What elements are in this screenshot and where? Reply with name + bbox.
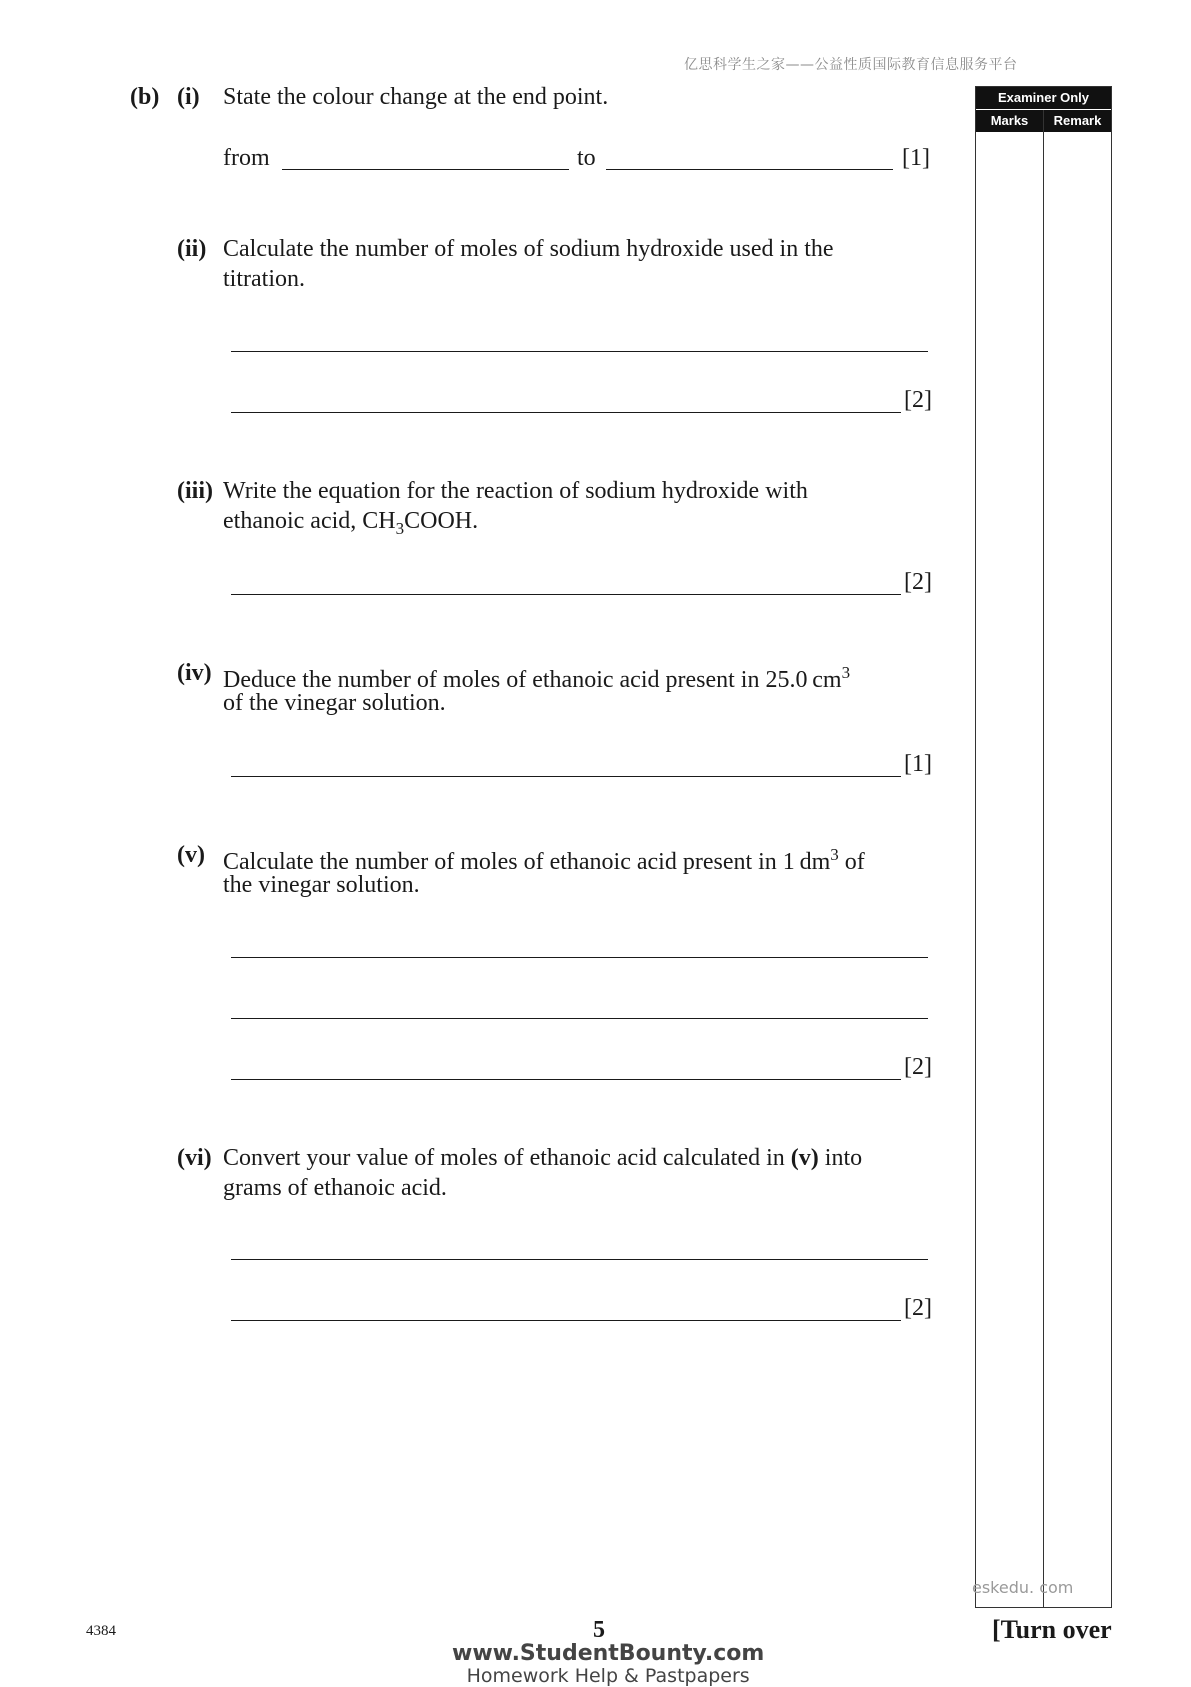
part-vi-label: (vi) bbox=[177, 1145, 212, 1171]
column-divider bbox=[1043, 110, 1044, 1607]
marks-ii: [2] bbox=[904, 387, 932, 413]
page-number: 5 bbox=[593, 1617, 605, 1643]
answer-line[interactable] bbox=[231, 1320, 901, 1321]
examiner-only-column bbox=[975, 86, 1112, 1608]
answer-line[interactable] bbox=[231, 1259, 928, 1260]
text-pre: Convert your value of moles of ethanoic acid calculated in bbox=[223, 1145, 791, 1171]
part-ii-label: (ii) bbox=[177, 236, 207, 262]
text-pre: Calculate the number of moles of ethanoic acid present in 1 dm bbox=[223, 849, 831, 875]
answer-line[interactable] bbox=[231, 412, 901, 413]
header-watermark: 亿思科学生之家——公益性质国际教育信息服务平台 bbox=[684, 57, 1018, 73]
text-pre: ethanoic acid, CH bbox=[223, 508, 396, 534]
text-post: of bbox=[838, 849, 865, 875]
examiner-only-title: Examiner Only bbox=[976, 87, 1111, 109]
part-b-label: (b) bbox=[130, 84, 160, 110]
part-iii-label: (iii) bbox=[177, 478, 213, 504]
marks-iv: [1] bbox=[904, 751, 932, 777]
to-label: to bbox=[577, 145, 596, 171]
marks-vi: [2] bbox=[904, 1295, 932, 1321]
marks-i: [1] bbox=[902, 145, 930, 171]
part-vi-question-line2: grams of ethanoic acid. bbox=[223, 1175, 447, 1201]
part-i-question: State the colour change at the end point. bbox=[223, 84, 609, 110]
superscript: 3 bbox=[830, 845, 839, 864]
text-post: COOH. bbox=[404, 508, 479, 534]
text-post: into bbox=[818, 1145, 863, 1171]
answer-line[interactable] bbox=[231, 594, 901, 595]
marks-header: Marks bbox=[976, 110, 1043, 132]
from-label: from bbox=[223, 145, 270, 171]
answer-line[interactable] bbox=[231, 776, 901, 777]
studentbounty-logo bbox=[452, 1642, 764, 1686]
studentbounty-site: www.StudentBounty.com bbox=[452, 1641, 765, 1666]
marks-iii: [2] bbox=[904, 569, 932, 595]
answer-line[interactable] bbox=[231, 1018, 928, 1019]
superscript: 3 bbox=[841, 663, 851, 682]
text-pre: Deduce the number of moles of ethanoic acid present in 25.0 cm bbox=[223, 667, 842, 693]
reference-bold: (v) bbox=[790, 1145, 819, 1171]
answer-line[interactable] bbox=[231, 1079, 901, 1080]
remark-header: Remark bbox=[1044, 110, 1111, 132]
part-iv-label: (iv) bbox=[177, 660, 212, 686]
subscript: 3 bbox=[395, 518, 405, 538]
part-i-label: (i) bbox=[177, 84, 200, 110]
answer-line[interactable] bbox=[231, 957, 928, 958]
from-answer-line[interactable] bbox=[282, 169, 569, 170]
paper-code: 4384 bbox=[86, 1623, 116, 1639]
studentbounty-tagline: Homework Help & Pastpapers bbox=[466, 1665, 750, 1687]
part-iii-question-line2 bbox=[223, 506, 478, 544]
part-ii-question-line1: Calculate the number of moles of sodium hydroxide used in the bbox=[223, 236, 834, 262]
footer-watermark: eskedu. com bbox=[972, 1578, 1074, 1597]
part-v-question-line2: the vinegar solution. bbox=[223, 872, 420, 898]
part-ii-question-line2: titration. bbox=[223, 266, 305, 292]
part-iv-question-line2: of the vinegar solution. bbox=[223, 690, 446, 716]
to-answer-line[interactable] bbox=[606, 169, 893, 170]
turn-over: [Turn over bbox=[992, 1615, 1112, 1644]
part-v-label: (v) bbox=[177, 842, 205, 868]
part-iii-question-line1: Write the equation for the reaction of sodium hydroxide with bbox=[223, 478, 808, 504]
part-vi-question-line1 bbox=[223, 1143, 862, 1173]
answer-line[interactable] bbox=[231, 351, 928, 352]
marks-v: [2] bbox=[904, 1054, 932, 1080]
